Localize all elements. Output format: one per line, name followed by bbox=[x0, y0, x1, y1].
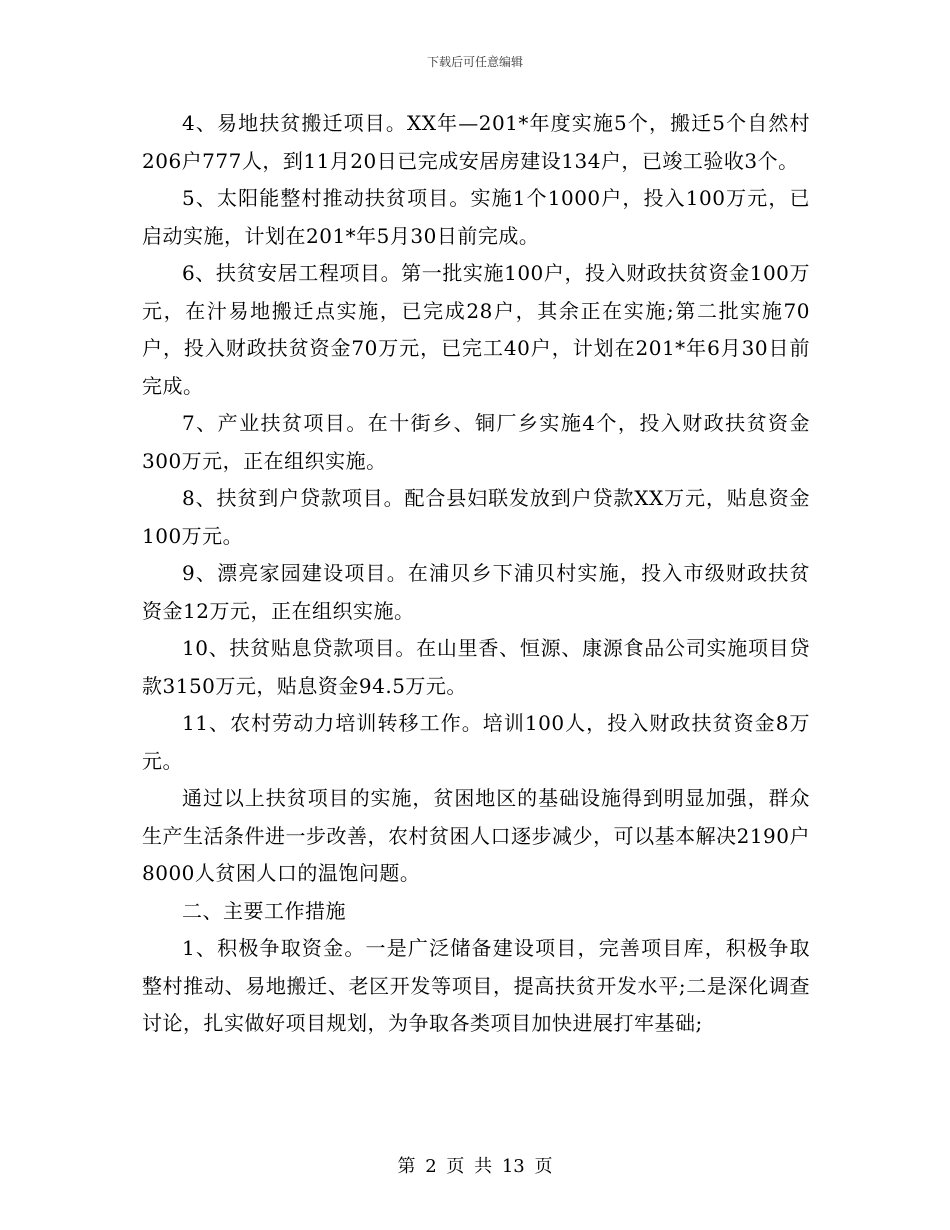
paragraph: 8、扶贫到户贷款项目。配合县妇联发放到户贷款XX万元，贴息资金100万元。 bbox=[142, 486, 810, 548]
paragraph: 1、积极争取资金。一是广泛储备建设项目，完善项目库，积极争取整村推动、易地搬迁、老区开发等项目，提高扶贫开发水平;二是深化调查讨论，扎实做好项目规划，为争取各类项目加快进展打牢基础; bbox=[142, 936, 810, 1035]
paragraph: 10、扶贫贴息贷款项目。在山里香、恒源、康源食品公司实施项目贷款3150万元，贴息资金94.5万元。 bbox=[142, 636, 810, 698]
page-number: 第 2 页 共 13 页 bbox=[397, 1156, 553, 1177]
paragraph: 6、扶贫安居工程项目。第一批实施100户，投入财政扶贫资金100万元，在汁易地搬迁点实施，已完成28户，其余正在实施;第二批实施70户，投入财政扶贫资金70万元，已完工40户，计划在201*年6月30日前完成。 bbox=[142, 261, 810, 398]
paragraph: 7、产业扶贫项目。在十街乡、铜厂乡实施4个，投入财政扶贫资金300万元，正在组织实施。 bbox=[142, 411, 810, 473]
paragraph: 5、太阳能整村推动扶贫项目。实施1个1000户，投入100万元，已启动实施，计划在201*年5月30日前完成。 bbox=[142, 186, 810, 248]
paragraph: 通过以上扶贫项目的实施，贫困地区的基础设施得到明显加强，群众生产生活条件进一步改善，农村贫困人口逐步减少，可以基本解决2190户8000人贫困人口的温饱问题。 bbox=[142, 786, 810, 885]
section-heading: 二、主要工作措施 bbox=[182, 898, 346, 923]
paragraph: 4、易地扶贫搬迁项目。XX年—201*年度实施5个，搬迁5个自然村206户777人，到11月20日已完成安居房建设134户，已竣工验收3个。 bbox=[142, 111, 810, 173]
paragraph: 9、漂亮家园建设项目。在浦贝乡下浦贝村实施，投入市级财政扶贫资金12万元，正在组织实施。 bbox=[142, 561, 810, 623]
document-body bbox=[142, 105, 810, 1043]
page-header: 下载后可任意编辑 bbox=[426, 55, 523, 69]
paragraph: 11、农村劳动力培训转移工作。培训100人，投入财政扶贫资金8万元。 bbox=[142, 711, 810, 773]
